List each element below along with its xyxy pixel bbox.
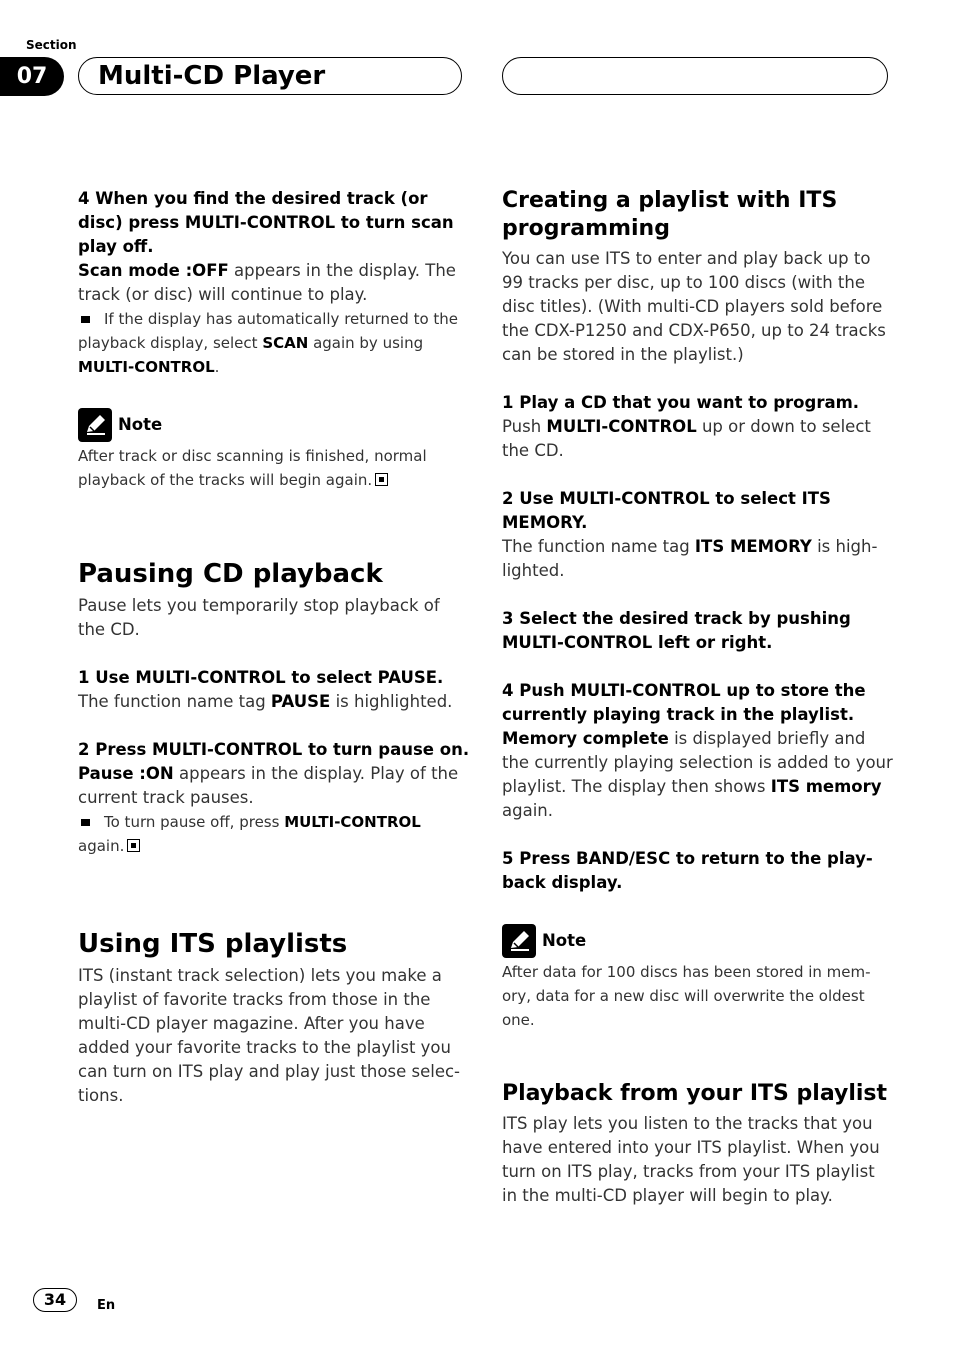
- language-label: En: [97, 1298, 116, 1313]
- pause-step-2-body: [78, 762, 470, 810]
- section-number: 07: [0, 57, 64, 96]
- its-step-2-body: [502, 535, 894, 583]
- its-step-2-pre: The function name tag: [502, 537, 695, 556]
- playback-text: ITS play lets you listen to the tracks that you have entered into your ITS playlist. When you turn on ITS play, tracks from your ITS playlist in the multi-CD player will begin to play.: [502, 1114, 880, 1205]
- note-pencil-icon: [502, 924, 536, 958]
- its-step-5-title: 5 Press BAND/ESC to return to the play-back display.: [502, 849, 873, 892]
- bullet-text-2: again by using: [308, 334, 424, 352]
- pause-step-2-text: appears in the display. Play of the current track pauses.: [78, 764, 459, 807]
- pause-bullet-pre: To turn pause off, press: [104, 813, 285, 831]
- its-intro: ITS (instant track selection) lets you make a playlist of favorite tracks from those in the multi-CD player magazine. After you have added your favorite tracks to the playlist you can turn on ITS play and play just those selec-tions.: [78, 966, 460, 1105]
- its-step-1-pre: Push: [502, 417, 547, 436]
- note-1-text: [78, 444, 470, 492]
- its-step-4-title: 4 Push MULTI-CONTROL up to store the currently playing track in the playlist.: [502, 681, 866, 724]
- bullet-bold-1: SCAN: [262, 334, 309, 352]
- its-step-1-bold: MULTI-CONTROL: [546, 417, 697, 436]
- step-4-body: [78, 259, 470, 307]
- page-title: Multi-CD Player: [98, 61, 326, 91]
- note-2-header: [502, 924, 894, 958]
- bullet-bold-2: MULTI-CONTROL: [78, 358, 215, 376]
- end-mark-icon: [375, 473, 388, 486]
- its-step-4-status-2: ITS memory: [770, 777, 882, 796]
- pause-heading: Pausing CD playback: [78, 559, 383, 589]
- its-step-1-body: [502, 415, 894, 463]
- step-4-text: appears in the display. The track (or disc) will continue to play.: [78, 261, 456, 304]
- note-1-body: After track or disc scanning is finished, normal playback of the tracks will begin again.: [78, 447, 427, 489]
- create-intro: You can use ITS to enter and play back up to 99 tracks per disc, up to 100 discs (with the disc titles). (With multi-CD players sold before the CDX-P1250 and CDX-P650, up to 24 tracks can be stored in the playlist.): [502, 249, 886, 364]
- playback-heading: Playback from your ITS playlist: [502, 1081, 888, 1106]
- pause-step-2-status: Pause :ON: [78, 764, 174, 783]
- its-step-2-post: is high-lighted.: [502, 537, 878, 580]
- create-heading: Creating a playlist with ITS programming: [502, 188, 838, 241]
- pause-bullet: [78, 810, 470, 858]
- its-step-2-title: 2 Use MULTI-CONTROL to select ITS MEMORY.: [502, 489, 831, 532]
- right-column: [502, 187, 894, 1208]
- title-frame-empty: [502, 57, 888, 95]
- pause-step-1-tag: PAUSE: [270, 692, 331, 711]
- its-step-4-post: again.: [502, 801, 553, 820]
- pause-step-1-title: 1 Use MULTI-CONTROL to select PAUSE.: [78, 668, 444, 687]
- its-step-4-body: [502, 727, 894, 823]
- note-pencil-icon: [78, 408, 112, 442]
- its-step-2-tag: ITS MEMORY: [694, 537, 812, 556]
- left-column: [78, 187, 470, 1108]
- section-label: Section: [26, 38, 77, 52]
- pause-step-1-body: [78, 690, 470, 714]
- its-step-3-title: 3 Select the desired track by pushing MULTI-CONTROL left or right.: [502, 609, 851, 652]
- its-step-4-mid: is displayed briefly and the currently playing selection is added to your playlist. The display then shows: [502, 729, 893, 796]
- bullet-text-1: If the display has automatically returned to the playback display, select: [78, 310, 459, 352]
- note-1-header: [78, 408, 470, 442]
- its-step-1-title: 1 Play a CD that you want to program.: [502, 393, 860, 412]
- pause-step-2-title: 2 Press MULTI-CONTROL to turn pause on.: [78, 740, 470, 759]
- bullet-icon: [81, 316, 90, 323]
- its-step-1-post: up or down to select the CD.: [502, 417, 871, 460]
- its-heading: Using ITS playlists: [78, 929, 348, 959]
- page-number: 34: [33, 1288, 77, 1312]
- bullet-text-3: .: [214, 358, 220, 376]
- end-mark-icon: [127, 839, 140, 852]
- note-2-text: After data for 100 discs has been stored in mem-ory, data for a new disc will overwrite the oldest one.: [502, 963, 871, 1029]
- step-4-title: 4 When you find the desired track (or disc) press MULTI-CONTROL to turn scan play off.: [78, 189, 454, 256]
- step-4-bullet: [78, 307, 470, 379]
- pause-step-1-post: is highlighted.: [330, 692, 453, 711]
- bullet-icon: [81, 819, 90, 826]
- pause-bullet-post: again.: [78, 837, 125, 855]
- note-1-label: Note: [118, 415, 163, 434]
- step-4-status: Scan mode :OFF: [78, 261, 229, 280]
- pause-bullet-bold: MULTI-CONTROL: [284, 813, 421, 831]
- note-2-label: Note: [542, 931, 587, 950]
- pause-step-1-pre: The function name tag: [78, 692, 271, 711]
- its-step-4-status: Memory complete: [502, 729, 669, 748]
- pause-intro: Pause lets you temporarily stop playback of the CD.: [78, 596, 440, 639]
